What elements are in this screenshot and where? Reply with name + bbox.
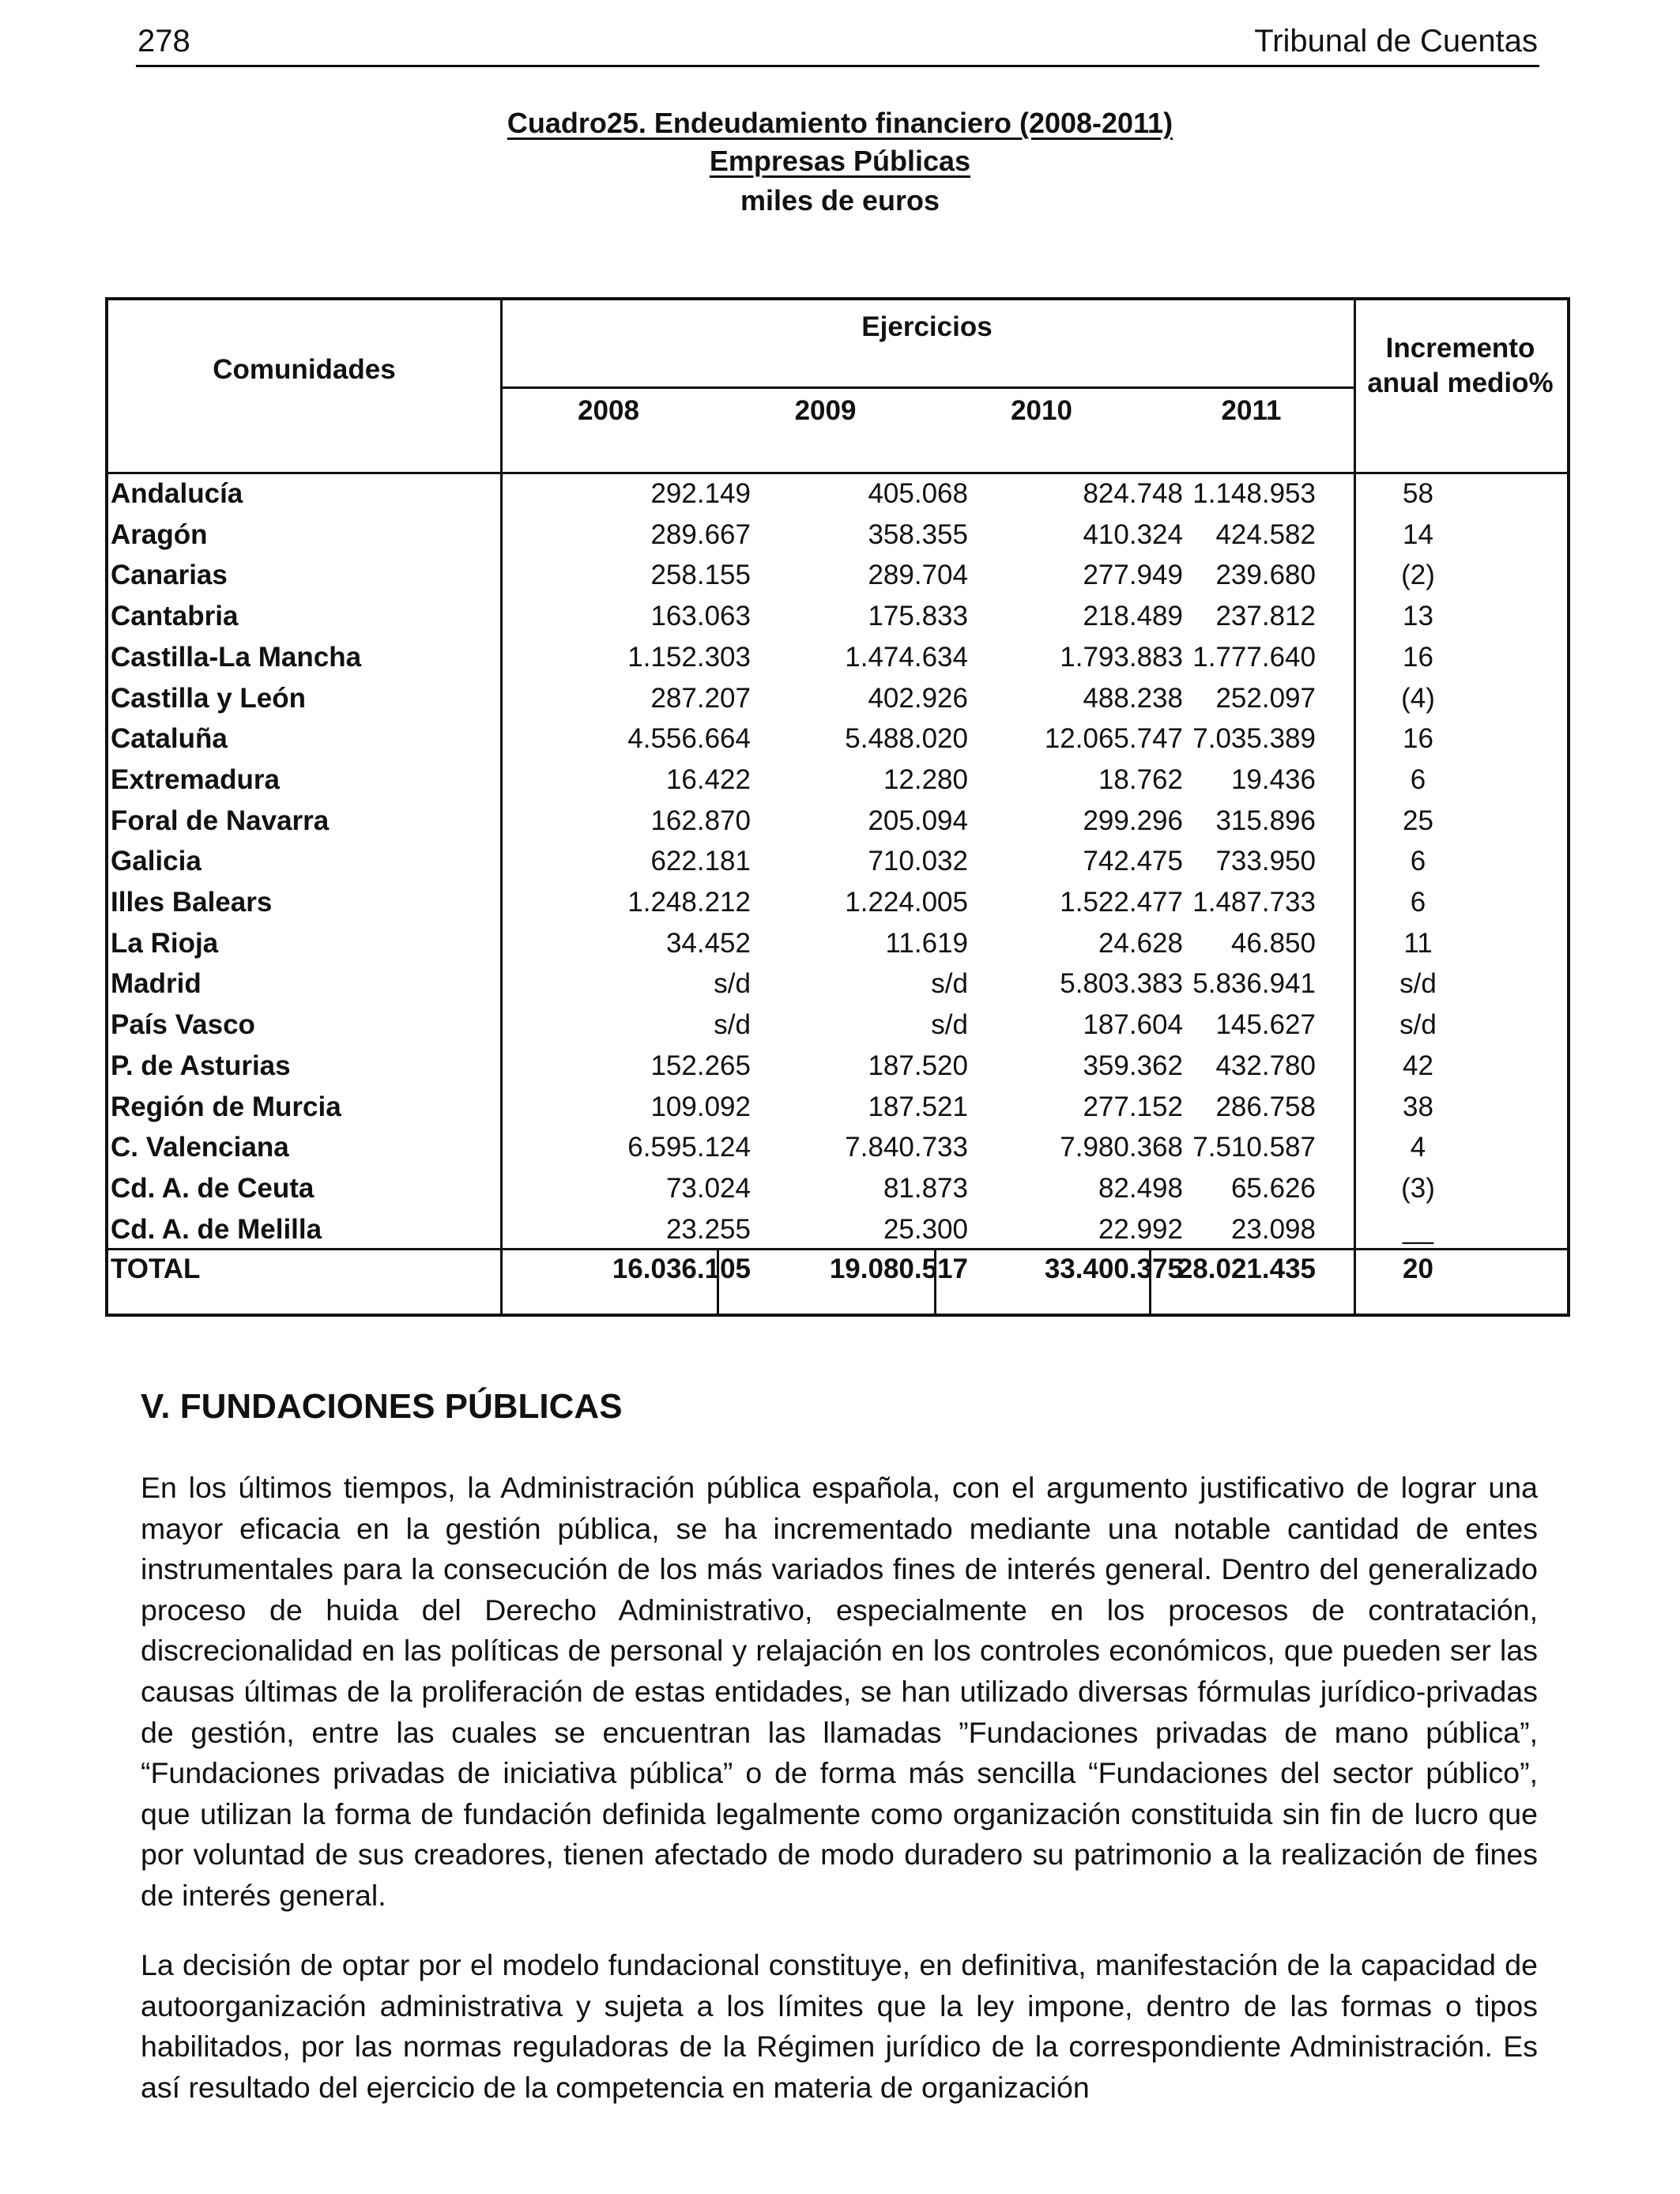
region-name: La Rioja xyxy=(111,928,219,959)
debt-value: 7.980.368 xyxy=(1060,1132,1183,1163)
region-name: Cantabria xyxy=(111,601,239,631)
region-name: Illes Balears xyxy=(111,887,273,918)
debt-value: 175.833 xyxy=(868,601,968,631)
debt-value: 187.604 xyxy=(1083,1009,1183,1040)
debt-value: 187.521 xyxy=(868,1091,968,1122)
debt-value: 28.021.435 xyxy=(1177,1253,1316,1284)
region-name: Galicia xyxy=(111,846,202,876)
debt-value: 289.704 xyxy=(868,560,968,590)
section-heading: V. FUNDACIONES PÚBLICAS xyxy=(141,1387,623,1426)
body-paragraph: La decisión de optar por el modelo fundacional constituye, en definitiva, manifestación de la capacidad de autoorganización administrativa y sujeta a los límites que la ley impone, dentro de las formas o tipos habilitados, por las normas reguladoras de la Régimen jurídico de la correspondiente Administración. Es así resultado del ejercicio de la competencia en materia de organización xyxy=(141,1948,1538,2104)
table-row xyxy=(108,678,1567,718)
region-name: Canarias xyxy=(111,560,228,590)
region-name: Foral de Navarra xyxy=(111,805,330,836)
increment-value: 25 xyxy=(1403,805,1433,836)
debt-value: s/d xyxy=(931,968,968,999)
debt-value: 1.474.634 xyxy=(845,642,968,673)
header-year: 2008 xyxy=(578,395,639,426)
debt-value: 19.436 xyxy=(1230,764,1316,795)
debt-value: 5.803.383 xyxy=(1060,968,1183,999)
increment-value: 20 xyxy=(1403,1253,1433,1284)
debt-value: 1.248.212 xyxy=(627,887,751,918)
increment-value: s/d xyxy=(1399,968,1437,999)
debt-value: s/d xyxy=(931,1009,968,1040)
table-row xyxy=(108,1168,1567,1208)
debt-value: 19.080.517 xyxy=(829,1253,968,1284)
debt-value: 1.793.883 xyxy=(1060,642,1183,673)
debt-value: 11.619 xyxy=(885,928,968,959)
debt-value: 5.836.941 xyxy=(1192,968,1316,999)
region-name: País Vasco xyxy=(111,1009,255,1040)
region-name: Extremadura xyxy=(111,764,280,795)
debt-value: 405.068 xyxy=(868,478,968,509)
debt-value: 710.032 xyxy=(868,846,968,876)
increment-value: 16 xyxy=(1403,723,1433,754)
debt-value: s/d xyxy=(714,1009,751,1040)
header-year: 2009 xyxy=(794,395,857,426)
header-year: 2010 xyxy=(1011,395,1072,426)
table-row xyxy=(108,596,1567,636)
total-row xyxy=(108,1249,1567,1289)
region-name: Madrid xyxy=(111,968,202,999)
increment-value: 11 xyxy=(1403,928,1433,959)
increment-value: (4) xyxy=(1401,683,1435,714)
page-number: 278 xyxy=(137,24,190,58)
table-row xyxy=(108,1127,1567,1167)
table-units: miles de euros xyxy=(740,184,940,217)
region-name: Andalucía xyxy=(111,478,243,509)
table-row xyxy=(108,1005,1567,1045)
debt-value: 410.324 xyxy=(1083,519,1183,550)
region-name: C. Valenciana xyxy=(111,1132,289,1163)
debt-value: 622.181 xyxy=(650,846,751,876)
debt-value: 152.265 xyxy=(650,1050,751,1081)
table-row xyxy=(108,801,1567,841)
increment-value: 4 xyxy=(1410,1132,1426,1163)
debt-value: s/d xyxy=(714,968,751,999)
debt-value: 6.595.124 xyxy=(627,1132,751,1163)
debt-value: 82.498 xyxy=(1098,1173,1183,1204)
debt-value: 187.520 xyxy=(868,1050,968,1081)
debt-value: 742.475 xyxy=(1083,846,1183,876)
debt-value: 424.582 xyxy=(1215,519,1316,550)
running-head: Tribunal de Cuentas xyxy=(1254,24,1538,58)
debt-value: 315.896 xyxy=(1215,805,1316,836)
table-row xyxy=(108,637,1567,677)
region-name: Castilla y León xyxy=(111,683,307,714)
table-row xyxy=(108,882,1567,922)
table-row xyxy=(108,515,1567,555)
debt-value: 292.149 xyxy=(650,478,751,509)
debt-value: 4.556.664 xyxy=(627,723,751,754)
debt-value: 733.950 xyxy=(1215,846,1316,876)
debt-value: 432.780 xyxy=(1215,1050,1316,1081)
table-row xyxy=(108,923,1567,963)
table-row xyxy=(108,1046,1567,1086)
increment-value: 6 xyxy=(1410,764,1426,795)
page-header xyxy=(136,22,1539,67)
debt-value: 289.667 xyxy=(650,519,751,550)
table-row xyxy=(108,1209,1567,1250)
debt-value: 824.748 xyxy=(1083,478,1183,509)
debt-value: 488.238 xyxy=(1083,683,1183,714)
increment-value: 42 xyxy=(1403,1050,1433,1081)
debt-value: 277.152 xyxy=(1083,1091,1183,1122)
debt-value: 7.035.389 xyxy=(1192,723,1316,754)
debt-value: 258.155 xyxy=(650,560,751,590)
debt-value: 1.522.477 xyxy=(1060,887,1183,918)
increment-value: 16 xyxy=(1403,642,1433,673)
debt-value: 1.487.733 xyxy=(1192,887,1316,918)
debt-value: 109.092 xyxy=(650,1091,751,1122)
header-year: 2011 xyxy=(1221,395,1282,426)
region-name: Cataluña xyxy=(111,723,228,754)
debt-value: 358.355 xyxy=(868,519,968,550)
increment-value: 13 xyxy=(1403,601,1433,631)
increment-value: 6 xyxy=(1410,846,1426,876)
region-name: P. de Asturias xyxy=(111,1050,291,1081)
region-name: Castilla-La Mancha xyxy=(111,642,362,673)
debt-value: 12.280 xyxy=(883,764,968,795)
header-divider xyxy=(500,386,1354,389)
debt-value: 73.024 xyxy=(665,1173,751,1204)
region-name: Aragón xyxy=(111,519,208,550)
increment-value: 14 xyxy=(1403,519,1433,550)
body-paragraph: En los últimos tiempos, la Administración pública española, con el argumento justificativo de lograr una mayor eficacia en la gestión pública, se ha incrementado mediante una notable cantidad de entes instrumentales para la consecución de los más variados fines de interés general. Dentro del generalizado proceso de huida del Derecho Administrativo, especialmente en los procesos de contratación, discrecionalidad en las políticas de personal y relajación en los controles económicos, que pueden ser las causas últimas de la proliferación de estas entidades, se han utilizado diversas fórmulas jurídico-privadas de gestión, entre las cuales se encuentran las llamadas ”Fundaciones privadas de mano pública”, “Fundaciones privadas de iniciativa pública” o de forma más sencilla “Fundaciones del sector público”, que utilizan la forma de fundación definida legalmente como organización constituida sin fin de lucro que por voluntad de sus creadores, tienen afectado de modo duradero su patrimonio a la realización de fines de interés general. xyxy=(141,1471,1538,1912)
header-increment-line2: anual medio% xyxy=(1367,368,1554,398)
debt-value: 162.870 xyxy=(650,805,751,836)
debt-value: 81.873 xyxy=(883,1173,968,1204)
increment-value: (2) xyxy=(1401,560,1435,590)
debt-value: 7.510.587 xyxy=(1192,1132,1316,1163)
region-name: Cd. A. de Ceuta xyxy=(111,1173,315,1204)
debt-value: 5.488.020 xyxy=(845,723,968,754)
region-name: Región de Murcia xyxy=(111,1091,341,1122)
debt-value: 1.777.640 xyxy=(1192,642,1316,673)
debt-value: 239.680 xyxy=(1215,560,1316,590)
increment-value: 58 xyxy=(1403,478,1433,509)
increment-value: __ xyxy=(1403,1214,1433,1245)
debt-value: 33.400.375 xyxy=(1044,1253,1183,1284)
increment-value: 38 xyxy=(1403,1091,1433,1122)
region-name: TOTAL xyxy=(111,1253,201,1284)
increment-value: s/d xyxy=(1399,1009,1437,1040)
table-row xyxy=(108,555,1567,595)
table-row xyxy=(108,718,1567,759)
debt-value: 16.422 xyxy=(665,764,751,795)
debt-value: 23.255 xyxy=(665,1214,751,1245)
header-increment xyxy=(1354,331,1567,401)
debt-value: 359.362 xyxy=(1083,1050,1183,1081)
table-row xyxy=(108,1087,1567,1127)
debt-value: 46.850 xyxy=(1230,928,1316,959)
debt-value: 65.626 xyxy=(1230,1173,1316,1204)
table-row xyxy=(108,473,1567,514)
table-title: Cuadro25. Endeudamiento financiero (2008-2011) xyxy=(507,107,1173,139)
debt-value: 286.758 xyxy=(1215,1091,1316,1122)
debt-value: 1.152.303 xyxy=(627,642,751,673)
header-ejercicios: Ejercicios xyxy=(861,311,993,342)
debt-value: 163.063 xyxy=(650,601,751,631)
debt-value: 22.992 xyxy=(1098,1214,1183,1245)
debt-value: 402.926 xyxy=(868,683,968,714)
debt-value: 237.812 xyxy=(1215,601,1316,631)
debt-value: 1.148.953 xyxy=(1192,478,1316,509)
debt-value: 18.762 xyxy=(1098,764,1183,795)
debt-table xyxy=(105,297,1570,1317)
increment-value: 6 xyxy=(1410,887,1426,918)
debt-value: 34.452 xyxy=(665,928,751,959)
increment-value: (3) xyxy=(1401,1173,1435,1204)
header-increment-line1: Incremento xyxy=(1385,333,1535,364)
debt-value: 24.628 xyxy=(1098,928,1183,959)
debt-value: 16.036.105 xyxy=(612,1253,751,1284)
debt-value: 299.296 xyxy=(1083,805,1183,836)
table-row xyxy=(108,963,1567,1004)
table-row xyxy=(108,841,1567,881)
debt-value: 145.627 xyxy=(1215,1009,1316,1040)
debt-value: 277.949 xyxy=(1083,560,1183,590)
table-row xyxy=(108,760,1567,800)
header-comunidades: Comunidades xyxy=(213,354,396,385)
debt-value: 7.840.733 xyxy=(845,1132,968,1163)
region-name: Cd. A. de Melilla xyxy=(111,1214,322,1245)
table-subtitle: Empresas Públicas xyxy=(709,145,971,177)
debt-value: 205.094 xyxy=(868,805,968,836)
debt-value: 218.489 xyxy=(1083,601,1183,631)
debt-value: 25.300 xyxy=(883,1214,968,1245)
debt-value: 287.207 xyxy=(650,683,751,714)
debt-value: 252.097 xyxy=(1215,683,1316,714)
debt-value: 1.224.005 xyxy=(845,887,968,918)
debt-value: 23.098 xyxy=(1230,1214,1316,1245)
debt-value: 12.065.747 xyxy=(1044,723,1183,754)
